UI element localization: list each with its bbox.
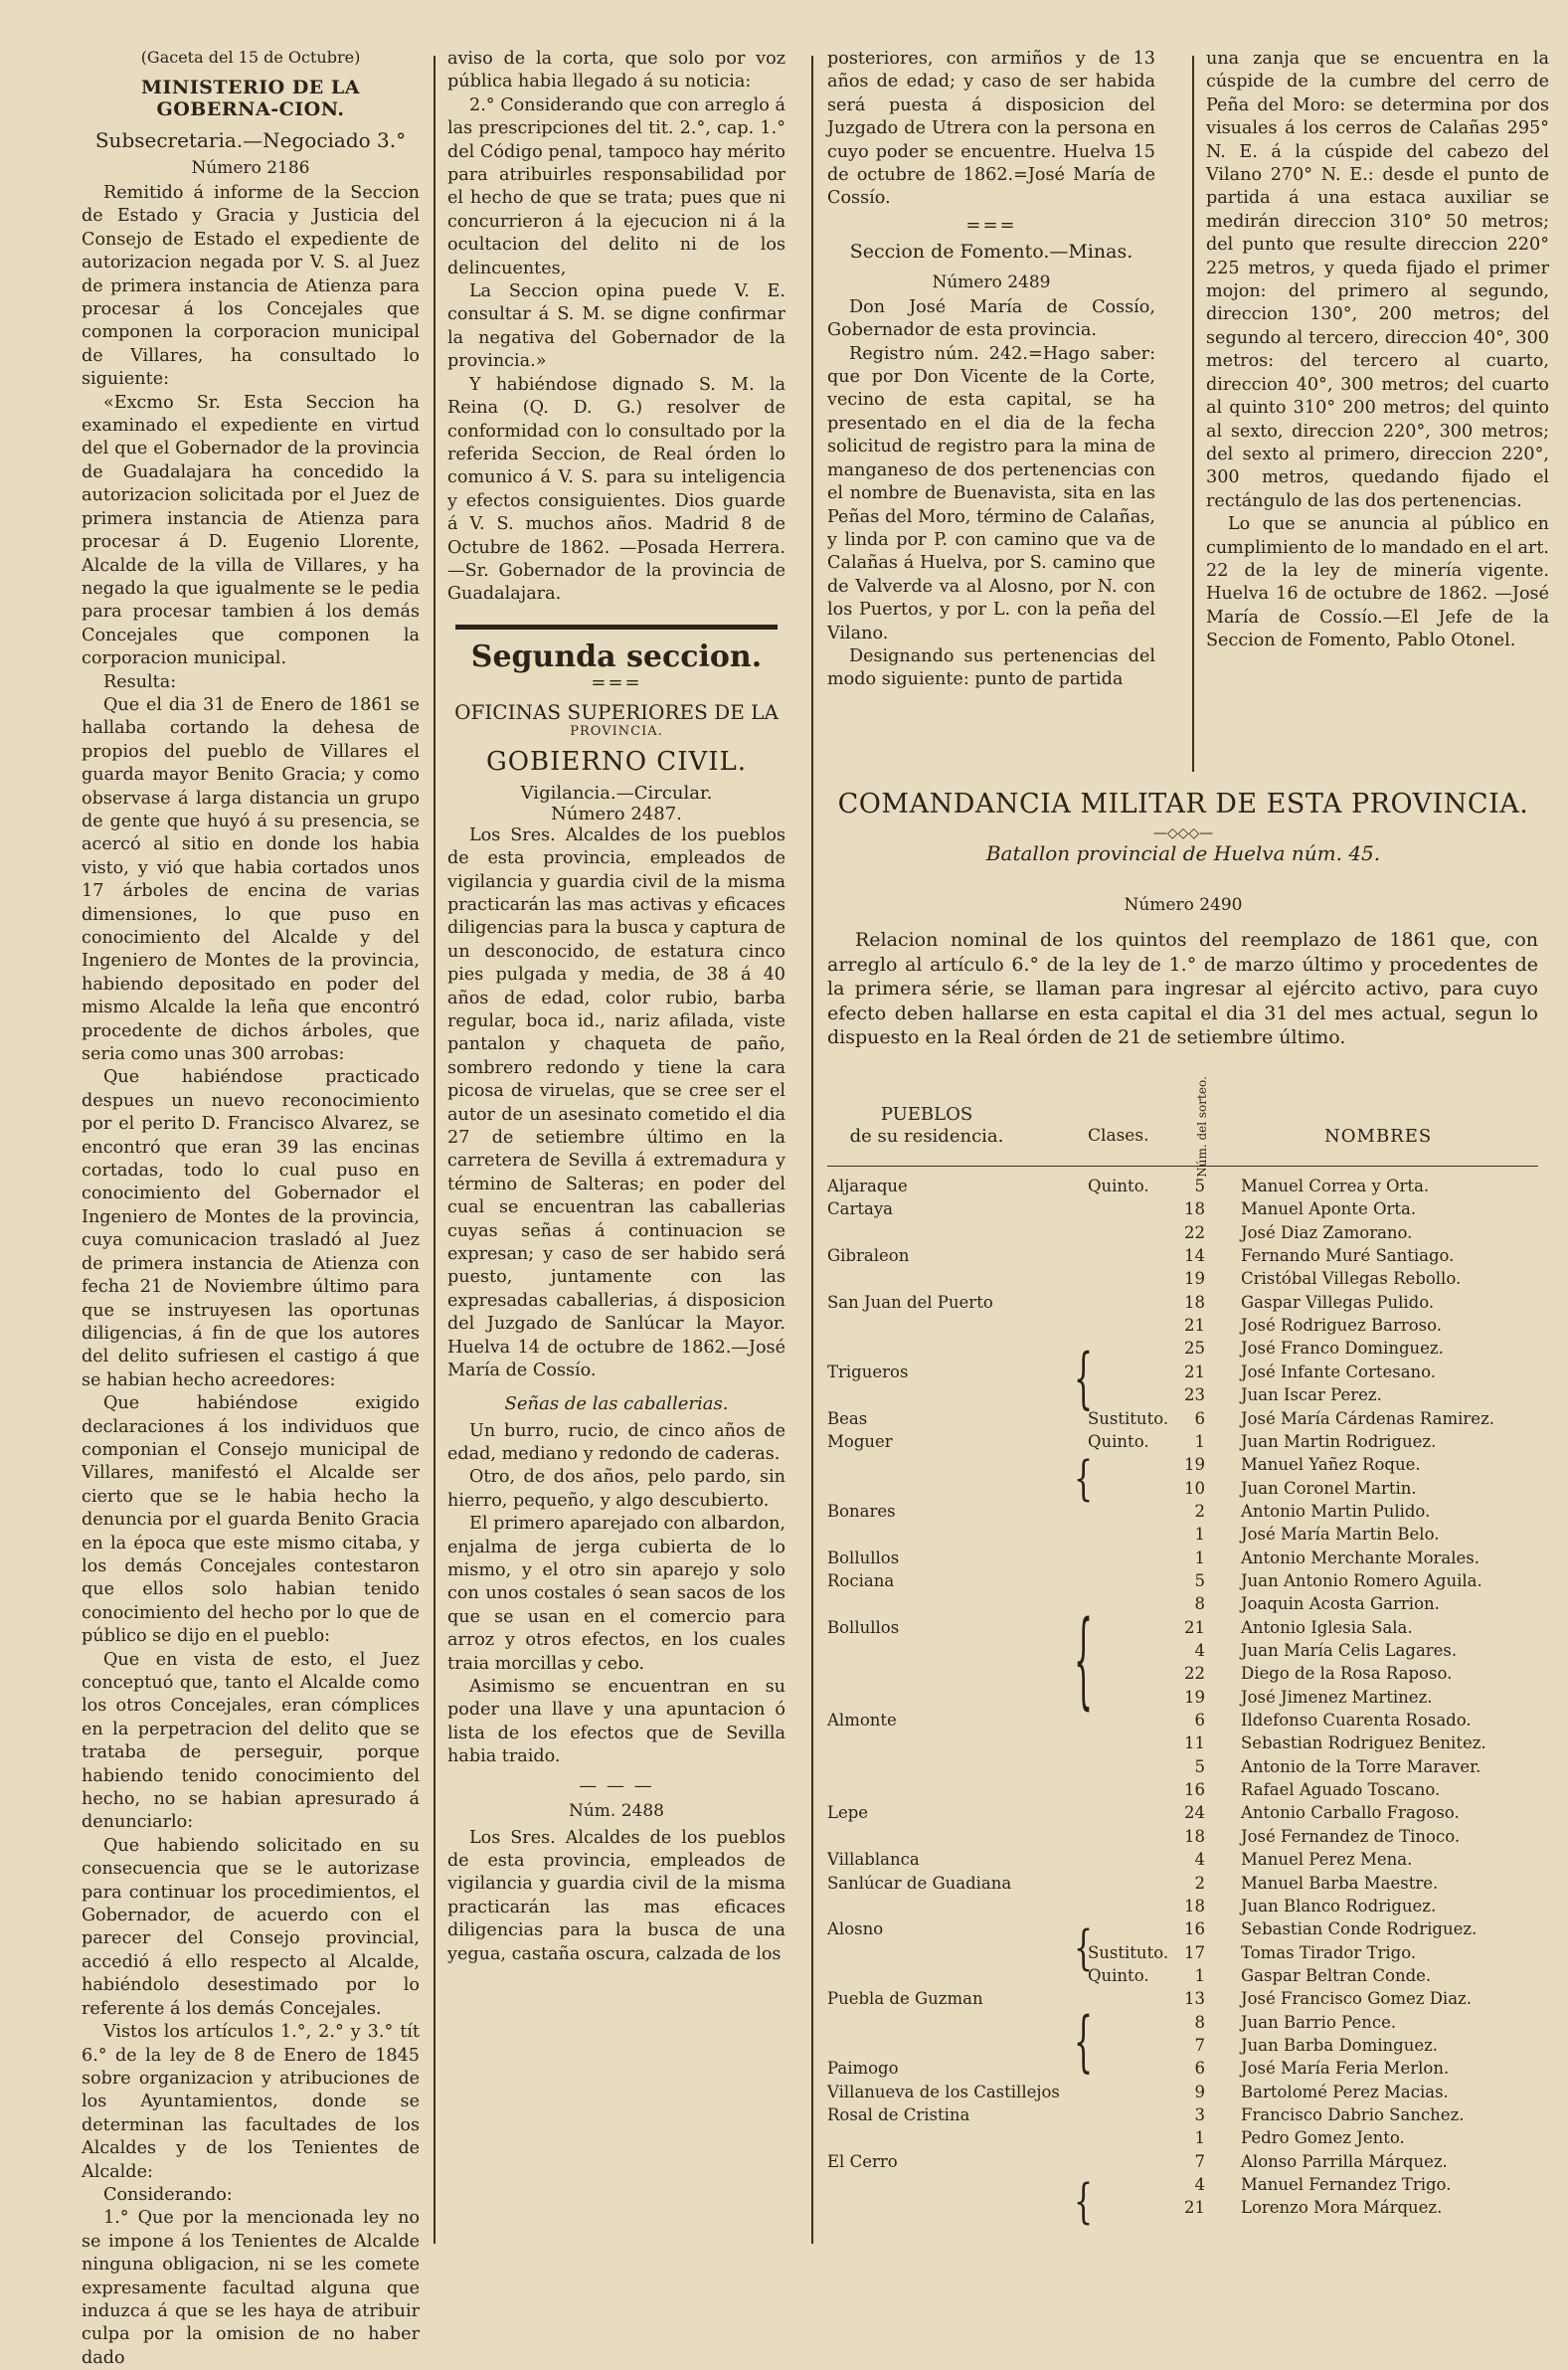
row-num: 23 xyxy=(1184,1385,1205,1405)
row-pueblo: Rociana xyxy=(827,1570,895,1590)
row-nombre: Antonio Iglesia Sala. xyxy=(1241,1617,1413,1637)
row-pueblo: Puebla de Guzman xyxy=(827,1989,983,2009)
paragraph: Y habiéndose dignado S. M. la Reina (Q. D. G.) resolver de conformidad con lo consultado por la referida Seccion, de Real órden lo comunico á V. S. para su inteligencia y efectos consiguientes. Dios guarde á V. S. muchos años. Madrid 8 de Octubre de 1862. —Posada Herrera.—Sr. Gobernador de la provincia de Guadalajara. xyxy=(447,374,785,605)
table-row xyxy=(827,2126,1538,2149)
row-pueblo: Gibraleon xyxy=(827,1246,910,1266)
table-row xyxy=(827,2057,1538,2080)
paragraph: El primero aparejado con albardon, enjalma de jerga cubierta de lo mismo, y el otro sin aparejo y solo con unos costales ó sean sacos de los que se usan en el comercio para arroz y otros efectos, en los cuales traia morcillas y cebo. xyxy=(447,1514,785,1674)
column-rule xyxy=(1192,56,1194,772)
table-row xyxy=(827,1616,1538,1639)
row-num: 6 xyxy=(1194,1408,1205,1428)
paragraph: aviso de la corta, que solo por voz pública habia llegado á su noticia: xyxy=(447,49,785,92)
paragraph: Considerando: xyxy=(103,2184,233,2205)
row-num: 2 xyxy=(1194,1873,1205,1893)
row-nombre: Antonio Carballo Fragoso. xyxy=(1241,1803,1460,1823)
row-nombre: Gaspar Villegas Pulido. xyxy=(1241,1292,1435,1312)
row-num: 18 xyxy=(1184,1896,1205,1915)
row-num: 5 xyxy=(1194,1177,1205,1195)
row-clase: Sustituto. xyxy=(1088,1942,1169,1962)
column-rule xyxy=(434,56,436,2244)
table-row xyxy=(827,2196,1538,2219)
row-num: 18 xyxy=(1184,1292,1205,1312)
row-nombre: Juan Antonio Romero Aguila. xyxy=(1241,1570,1482,1590)
row-num: 22 xyxy=(1184,1222,1205,1242)
row-num: 11 xyxy=(1184,1733,1205,1753)
column-1 xyxy=(82,48,420,2370)
table-row xyxy=(827,1592,1538,1615)
row-pueblo: Cartaya xyxy=(827,1199,893,1219)
number-2490: Número 2490 xyxy=(1124,895,1243,915)
paragraph: Que habiendo solicitado en su consecuencia que se le autorizase para continuar los procedimientos, el Gobernador, de acuerdo con el parecer del Consejo provincial, accedió á ello respecto al Alcalde, habiéndolo desestimado por lo referente á los demás Concejales. xyxy=(82,1835,420,2019)
paragraph: Que habiéndose practicado despues un nuevo reconocimiento por el perito D. Francisco Alvarez, se encontró que eran 39 las encinas cortadas, todo lo cual puso en conocimiento del Gobernador el Ingeniero de Montes de la provincia, cuya comunicacion trasladó al Juez de primera instancia de Atienza con fecha 21 de Noviembre último para que se instruyesen las oportunas diligencias, á fin de que los autores del delito sufriesen el castigo á que se habian hecho acreedores: xyxy=(82,1067,420,1390)
header-num-label: Núm. del sorteo. xyxy=(1194,1076,1209,1178)
paragraph: Que habiéndose exigido declaraciones á los individuos que componian el Consejo municipal de Villares, manifestó el Alcalde ser cierto que se le habia hecho la denuncia por el guarda Benito Gracia en la época que este mismo citaba, y los demás Concejales contestaron que ellos solo habian tenido conocimiento del hecho por lo que de público se dijo en el pueblo: xyxy=(82,1393,420,1647)
paragraph: Registro núm. 242.=Hago saber: que por Don Vicente de la Corte, vecino de esta capital, se ha presentado en el dia de la fecha solicitud de registro para la mina de manganeso de dos pertenencias con el nombre de Buenavista, sita en las Peñas del Moro, término de Calañas, y linda por P. con camino que va de Calañas á Huelva, por S. camino que de Valverde va al Alosno, por N. con los Puertos, y por L. con la peña del Vilano. xyxy=(827,343,1155,643)
column-2 xyxy=(447,48,785,1966)
row-clase: Sustituto. xyxy=(1088,1408,1169,1428)
row-nombre: Juan María Celis Lagares. xyxy=(1241,1641,1458,1660)
table-row xyxy=(827,1197,1538,1220)
row-nombre: Juan Coronel Martin. xyxy=(1241,1478,1417,1498)
row-pueblo: Bollullos xyxy=(827,1548,900,1567)
header-residencia-label: de su residencia. xyxy=(849,1126,1004,1147)
comandancia-heading: COMANDANCIA MILITAR DE ESTA PROVINCIA. xyxy=(837,789,1529,820)
row-nombre: Juan Iscar Perez. xyxy=(1241,1385,1382,1405)
row-nombre: Juan Barrio Pence. xyxy=(1241,2012,1397,2032)
table-row xyxy=(827,2034,1538,2057)
section-divider xyxy=(455,625,778,630)
row-clase: Quinto. xyxy=(1088,1177,1149,1195)
ornament: —◇◇◇— xyxy=(1152,825,1214,841)
row-pueblo: Sanlúcar de Guadiana xyxy=(827,1873,1012,1893)
paragraph: Los Sres. Alcaldes de los pueblos de esta provincia, empleados de vigilancia y guardia civil de la misma practicarán las mas activas y eficaces diligencias para la busca y captura de un desconocido, de estatura cinco pies pulgada y media, de 38 á 40 años de edad, color rubio, barba regular, boca id., nariz afilada, viste pantalon y chaqueta de paño, sombrero redondo y tiene la cara picosa de viruelas, que se cree ser el autor de un asesinato cometido el dia 27 de setiembre último en la carretera de Sevilla á extremadura y término de Salteras; en poder del cual se encuentran las caballerias cuyas señas á continuacion se expresan; y caso de ser habido será puesto, juntamente con las expresadas caballerias, á disposicion del Juzgado de Sanlúcar la Mayor. Huelva 14 de octubre de 1862.—José María de Cossío. xyxy=(447,824,785,1381)
row-num: 3 xyxy=(1194,2105,1205,2124)
row-nombre: Juan Blanco Rodriguez. xyxy=(1241,1896,1437,1915)
row-pueblo: Lepe xyxy=(827,1803,869,1823)
table-row xyxy=(827,1383,1538,1406)
table-row xyxy=(827,1895,1538,1917)
row-num: 1 xyxy=(1194,1525,1205,1545)
brace-mark: { xyxy=(1074,1341,1094,1418)
row-nombre: Manuel Aponte Orta. xyxy=(1241,1199,1417,1219)
row-pueblo: Rosal de Cristina xyxy=(827,2105,970,2124)
paragraph: Los Sres. Alcaldes de los pueblos de esta provincia, empleados de vigilancia y guardia civil de la misma practicarán las mas eficaces diligencias para la busca de una yegua, castaña oscura, calzada de los xyxy=(447,1827,785,1964)
row-nombre: Manuel Perez Mena. xyxy=(1241,1850,1413,1870)
row-pueblo: Trigueros xyxy=(827,1362,909,1381)
row-pueblo: Almonte xyxy=(827,1711,897,1731)
row-nombre: Antonio de la Torre Maraver. xyxy=(1241,1756,1481,1776)
row-nombre: Cristóbal Villegas Rebollo. xyxy=(1241,1269,1462,1289)
row-pueblo: Alosno xyxy=(827,1919,884,1939)
table-row xyxy=(827,2103,1538,2126)
paragraph: Resulta: xyxy=(103,671,177,692)
row-nombre: Juan Barba Dominguez. xyxy=(1241,2035,1439,2055)
table-row xyxy=(827,1361,1538,1383)
row-nombre: Tomas Tirador Trigo. xyxy=(1241,1942,1417,1962)
table-row xyxy=(827,1662,1538,1685)
table-row xyxy=(827,1686,1538,1709)
senas-heading: Señas de las caballerias. xyxy=(504,1392,729,1414)
row-num: 4 xyxy=(1194,1850,1205,1870)
row-num: 6 xyxy=(1194,1711,1205,1731)
paragraph: Que en vista de esto, el Juez conceptuó que, tanto el Alcalde como los otros Concejales, eran cómplices en la perpetracion del delito que se trataba de perseguir, porque habiendo tenido conocimiento del hecho, no se habian apresurado á denunciarlo: xyxy=(82,1649,420,1833)
row-nombre: Juan Martin Rodriguez. xyxy=(1241,1431,1437,1451)
ministerio-heading: MINISTERIO DE LA GOBERNA-CION. xyxy=(140,77,361,120)
row-num: 1 xyxy=(1194,1431,1205,1451)
row-nombre: Sebastian Rodriguez Benitez. xyxy=(1241,1733,1486,1753)
row-num: 19 xyxy=(1184,1455,1205,1475)
table-row xyxy=(827,1917,1538,1940)
row-pueblo: Paimogo xyxy=(827,2059,899,2079)
paragraph: Remitido á informe de la Seccion de Estado y Gracia y Justicia del Consejo de Estado el expediente de autorizacion negada por V. S. al Juez de primera instancia de Atienza para procesar á los Concejales que componen la corporacion municipal de Villares, ha consultado lo siguiente: xyxy=(82,183,420,390)
number-2487: Número 2487. xyxy=(551,803,682,824)
row-num: 21 xyxy=(1184,1316,1205,1336)
header-pueblos-label: PUEBLOS xyxy=(880,1104,973,1125)
number-2186: Número 2186 xyxy=(191,158,310,178)
paragraph: La Seccion opina puede V. E. consultar á S. M. se digne confirmar la negativa del Gobernador de la provincia.» xyxy=(447,281,785,372)
table-row xyxy=(827,1732,1538,1754)
paragraph: 2.° Considerando que con arreglo á las prescripciones del tit. 2.°, cap. 1.° del Código penal, tampoco hay mérito para atribuirles responsabilidad por el hecho de que se trata; pues que ni concurrieron á la ejecucion ni á la ocultacion del delito ni de los delincuentes, xyxy=(447,94,785,278)
table-row xyxy=(827,1337,1538,1360)
row-num: 4 xyxy=(1194,2175,1205,2195)
brace-mark: { xyxy=(1074,1451,1094,1508)
cossio-heading: Don José María de Cossío, Gobernador de esta provincia. xyxy=(827,296,1155,341)
row-nombre: Lorenzo Mora Márquez. xyxy=(1241,2198,1443,2218)
row-num: 25 xyxy=(1184,1339,1205,1359)
table-row xyxy=(827,1453,1538,1476)
paragraph: «Excmo Sr. Esta Seccion ha examinado el expediente en virtud del que el Gobernador de la provincia de Guadalajara ha concedido la autorizacion solicitada por el Juez de primera instancia de Atienza para procesar á D. Eugenio Llorente, Alcalde de la villa de Villares, y ha negado la que igualmente se le pedia para procesar tambien á los demás Concejales que componen la corporacion municipal. xyxy=(82,392,420,669)
row-num: 21 xyxy=(1184,2198,1205,2218)
row-pueblo: Villanueva de los Castillejos xyxy=(827,2082,1060,2101)
row-num: 7 xyxy=(1194,2035,1205,2055)
oficinas-heading: OFICINAS SUPERIORES DE LA xyxy=(454,699,779,724)
row-num: 2 xyxy=(1194,1501,1205,1521)
paragraph: Lo que se anuncia al público en cumplimiento de lo mandado en el art. 22 de la ley de minería vigente. Huelva 16 de octubre de 1862. —José María de Cossío.—El Jefe de la Seccion de Fomento, Pablo Otonel. xyxy=(1206,514,1550,651)
row-num: 18 xyxy=(1184,1199,1205,1219)
row-nombre: Francisco Dabrio Sanchez. xyxy=(1241,2105,1465,2124)
table-row xyxy=(827,1175,1538,1197)
gobierno-civil-heading: GOBIERNO CIVIL. xyxy=(485,746,748,777)
table-row xyxy=(827,1964,1538,1987)
brace-mark: { xyxy=(1074,1920,1094,1977)
column-rule xyxy=(811,56,813,2244)
column-4 xyxy=(1206,48,1549,653)
row-nombre: José María Cárdenas Ramirez. xyxy=(1241,1408,1495,1428)
row-num: 1 xyxy=(1194,1965,1205,1985)
brace-mark: { xyxy=(1074,2004,1094,2082)
row-nombre: Fernando Muré Santiago. xyxy=(1241,1246,1455,1266)
double-rule: === xyxy=(965,214,1017,236)
row-nombre: José Francisco Gomez Diaz. xyxy=(1241,1989,1472,2009)
row-pueblo: Aljaraque xyxy=(827,1177,908,1195)
batallon-heading: Batallon provincial de Huelva núm. 45. xyxy=(985,841,1381,865)
number-2488: Núm. 2488 xyxy=(568,1800,664,1821)
table-row xyxy=(827,1267,1538,1290)
paragraph: Designando sus pertenencias del modo siguiente: punto de partida xyxy=(827,645,1155,690)
table-row xyxy=(827,1872,1538,1895)
row-num: 19 xyxy=(1184,1269,1205,1289)
row-nombre: José Diaz Zamorano. xyxy=(1241,1222,1413,1242)
table-row xyxy=(827,2150,1538,2173)
row-nombre: Gaspar Beltran Conde. xyxy=(1241,1965,1432,1985)
table-row xyxy=(827,1639,1538,1662)
row-num: 21 xyxy=(1184,1617,1205,1637)
header-nombres: NOMBRES xyxy=(1324,1126,1433,1147)
row-pueblo: San Juan del Puerto xyxy=(827,1292,993,1312)
row-num: 10 xyxy=(1184,1478,1205,1498)
table-row xyxy=(827,1407,1538,1430)
row-num: 22 xyxy=(1184,1664,1205,1684)
header-num-sorteo xyxy=(1173,1076,1209,1178)
table-row xyxy=(827,1221,1538,1244)
table-row xyxy=(827,1941,1538,1964)
row-num: 7 xyxy=(1194,2151,1205,2171)
row-num: 19 xyxy=(1184,1687,1205,1707)
paragraph: una zanja que se encuentra en la cúspide de la cumbre del cerro de Peña del Moro: se determina por dos visuales á los cerros de Calañas 295° N. E. á la cúspide del cabezo del Vilano 270° N. E.: desde el punto de partida á una estaca auxiliar se medirán direccion 310° 50 metros; del punto que resulte direccion 220° 225 metros, y queda fijado el primer mojon: del primero al segundo, direccion 130°, 200 metros; del segundo al tercero, direccion 40°, 300 metros: del tercero al cuarto, direccion 40°, 300 metros; del cuarto al quinto 310° 200 metros; del quinto al sexto, direccion 220°, 300 metros; del sexto al primero, direccion 220°, 300 metros, quedando fijado el rectángulo de las dos pertenencias. xyxy=(1206,49,1549,511)
row-pueblo: Beas xyxy=(827,1408,868,1428)
table-row xyxy=(827,1778,1538,1801)
row-nombre: Ildefonso Cuarenta Rosado. xyxy=(1241,1711,1472,1731)
brace-mark: { xyxy=(1074,2174,1094,2231)
subsecretaria-heading: Subsecretaria.—Negociado 3.° xyxy=(94,128,407,152)
paragraph: posteriores, con armiños y de 13 años de edad; y caso de ser habida será puesta á disposicion del Juzgado de Utrera con la persona en cuyo poder se encuentre. Huelva 15 de octubre de 1862.=José María de Cossío. xyxy=(827,49,1155,209)
table-row xyxy=(827,1987,1538,2010)
double-rule: === xyxy=(591,671,642,693)
row-nombre: Manuel Yañez Roque. xyxy=(1241,1455,1421,1475)
table-row xyxy=(827,1709,1538,1732)
row-nombre: Manuel Correa y Orta. xyxy=(1241,1177,1430,1195)
row-pueblo: Moguer xyxy=(827,1431,893,1451)
table-row xyxy=(827,1547,1538,1569)
fomento-heading: Seccion de Fomento.—Minas. xyxy=(849,240,1133,263)
table-row xyxy=(827,1500,1538,1523)
relacion-paragraph: Relacion nominal de los quintos del reemplazo de 1861 que, con arreglo al artículo 6.° de la ley de 1.° de marzo último y procedentes de la primera série, se llaman para ingresar al ejército activo, para cuyo efecto deben hallarse en esta capital el dia 31 del mes actual, segun lo dispuesto en la Real órden de 21 de setiembre último. xyxy=(827,929,1538,1048)
dash-ornament: — — — xyxy=(579,1774,654,1796)
paragraph: 1.° Que por la mencionada ley no se impone á los Tenientes de Alcalde ninguna obligacion, ni se les comete expresamente facultad alguna que induzca á que se les haya de atribuir culpa por la omision de no haber dado xyxy=(82,2208,420,2368)
paragraph: Otro, de dos años, pelo pardo, sin hierro, pequeño, y algo descubierto. xyxy=(447,1467,785,1511)
row-pueblo: El Cerro xyxy=(827,2151,898,2171)
row-pueblo: Bollullos xyxy=(827,1617,900,1637)
table-row xyxy=(827,1291,1538,1314)
row-nombre: José Jimenez Martinez. xyxy=(1241,1687,1433,1707)
paragraph: Que el dia 31 de Enero de 1861 se hallaba cortando la dehesa de propios del pueblo de Villares el guarda mayor Benito Gracia; y como observase á larga distancia un grupo de gente que huyó á su presencia, se acercó al sitio en donde los habia visto, y vió que habia cortados unos 17 árboles de encina de varias dimensiones, lo que puso en conocimiento del Alcalde y del Ingeniero de Montes de la provincia, habiendo depositado en poder del mismo Alcalde la leña que encontró procedente de dichos árboles, que seria como unas 300 arrobas: xyxy=(82,694,420,1065)
row-num: 8 xyxy=(1194,2012,1205,2032)
table-row xyxy=(827,1477,1538,1500)
row-num: 14 xyxy=(1184,1246,1205,1266)
table-row xyxy=(827,1430,1538,1453)
row-nombre: Sebastian Conde Rodriguez. xyxy=(1241,1919,1478,1939)
table-row xyxy=(827,1314,1538,1337)
row-nombre: José Infante Cortesano. xyxy=(1241,1362,1437,1381)
table-row xyxy=(827,2011,1538,2034)
table-row xyxy=(827,1569,1538,1592)
row-pueblo: Bonares xyxy=(827,1501,896,1521)
row-nombre: Manuel Fernandez Trigo. xyxy=(1241,2175,1452,2195)
paragraph: Asimismo se encuentran en su poder una llave y una apuntacion ó lista de los efectos que de Sevilla habia traido. xyxy=(447,1676,785,1767)
table-row xyxy=(827,1825,1538,1848)
row-pueblo: Villablanca xyxy=(827,1850,920,1870)
brace-mark: { xyxy=(1074,1601,1094,1724)
paragraph: Un burro, rucio, de cinco años de edad, mediano y redondo de caderas. xyxy=(447,1420,785,1464)
row-nombre: Antonio Merchante Morales. xyxy=(1241,1548,1481,1567)
row-num: 5 xyxy=(1194,1756,1205,1776)
number-2489: Número 2489 xyxy=(932,272,1051,292)
row-nombre: Antonio Martin Pulido. xyxy=(1241,1501,1431,1521)
row-num: 1 xyxy=(1194,1548,1205,1567)
table-row xyxy=(827,1244,1538,1267)
row-num: 13 xyxy=(1184,1989,1205,2009)
row-num: 9 xyxy=(1194,2082,1205,2101)
row-nombre: José Fernandez de Tinoco. xyxy=(1241,1826,1461,1846)
row-nombre: Pedro Gomez Jento. xyxy=(1241,2128,1405,2148)
provincia-heading: PROVINCIA. xyxy=(570,723,663,739)
row-num: 21 xyxy=(1184,1362,1205,1381)
row-nombre: José María Martin Belo. xyxy=(1241,1525,1440,1545)
table-row xyxy=(827,2173,1538,2196)
table-row xyxy=(827,2081,1538,2103)
row-nombre: Diego de la Rosa Raposo. xyxy=(1241,1664,1453,1684)
header-pueblos xyxy=(827,1104,1026,1148)
column-3 xyxy=(827,48,1155,692)
row-num: 6 xyxy=(1194,2059,1205,2079)
row-nombre: José María Feria Merlon. xyxy=(1241,2059,1450,2079)
row-nombre: José Franco Dominguez. xyxy=(1241,1339,1444,1359)
row-num: 4 xyxy=(1194,1641,1205,1660)
row-nombre: Bartolomé Perez Macias. xyxy=(1241,2082,1449,2101)
row-num: 5 xyxy=(1194,1570,1205,1590)
paragraph: Vistos los artículos 1.°, 2.° y 3.° tít 6.° de la ley de 8 de Enero de 1845 sobre organizacion y atribuciones de los Ayuntamientos, donde se determinan las facultades de los Alcaldes y de los Tenientes de Alcalde: xyxy=(82,2022,420,2182)
row-nombre: Alonso Parrilla Márquez. xyxy=(1241,2151,1448,2171)
row-clase: Quinto. xyxy=(1088,1965,1149,1985)
table-row xyxy=(827,1801,1538,1824)
row-num: 16 xyxy=(1184,1780,1205,1800)
table-row xyxy=(827,1848,1538,1871)
row-num: 17 xyxy=(1184,1942,1205,1962)
vigilancia-heading: Vigilancia.—Circular. xyxy=(520,782,713,804)
row-clase: Quinto. xyxy=(1088,1431,1149,1451)
table-row xyxy=(827,1523,1538,1546)
gazeta-dateline: (Gaceta del 15 de Octubre) xyxy=(140,48,361,67)
segunda-seccion-heading: Segunda seccion. xyxy=(470,638,763,674)
row-num: 18 xyxy=(1184,1826,1205,1846)
row-num: 16 xyxy=(1184,1919,1205,1939)
row-num: 1 xyxy=(1194,2128,1205,2148)
row-num: 24 xyxy=(1184,1803,1205,1823)
row-nombre: José Rodriguez Barroso. xyxy=(1241,1316,1443,1336)
header-clases: Clases. xyxy=(1088,1126,1149,1146)
table-header xyxy=(827,1076,1538,1178)
row-nombre: Rafael Aguado Toscano. xyxy=(1241,1780,1441,1800)
row-num: 8 xyxy=(1194,1594,1205,1614)
row-nombre: Joaquin Acosta Garrion. xyxy=(1241,1594,1440,1614)
table-row xyxy=(827,1755,1538,1778)
row-nombre: Manuel Barba Maestre. xyxy=(1241,1873,1439,1893)
